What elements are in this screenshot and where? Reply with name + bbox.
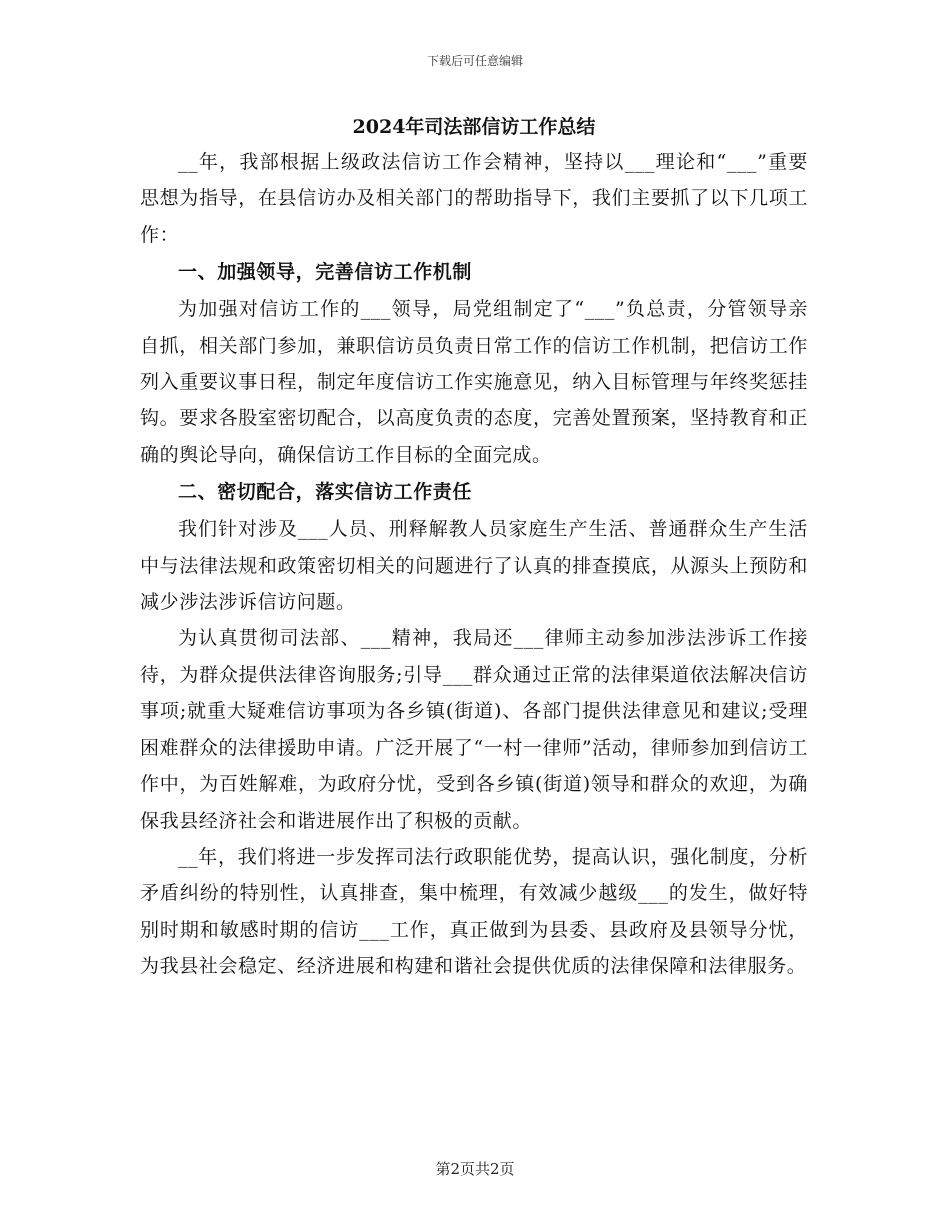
- intro-paragraph: __年，我部根据上级政法信访工作会精神，坚持以___理论和“___”重要思想为指导，在县信访办及相关部门的帮助指导下，我们主要抓了以下几项工作：: [140, 151, 808, 246]
- section-1-paragraph: 为加强对信访工作的___领导，局党组制定了“___”负总责，分管领导亲自抓，相关部门参加，兼职信访员负责日常工作的信访工作机制，把信访工作列入重要议事日程，制定年度信访工作实施意见，纳入目标管理与年终奖惩挂钩。要求各股室密切配合，以高度负责的态度，完善处置预案，坚持教育和正确的舆论导向，确保信访工作目标的全面完成。: [140, 298, 808, 466]
- document-body: [140, 112, 808, 985]
- section-1-heading: 一、加强领导，完善信访工作机制: [178, 261, 473, 284]
- section-2-paragraph-2: 为认真贯彻司法部、___精神，我局还___律师主动参加涉法涉诉工作接待，为群众提供法律咨询服务;引导___群众通过正常的法律渠道依法解决信访事项;就重大疑难信访事项为各乡镇(街道)、各部门提供法律意见和建议;受理困难群众的法律援助申请。广泛开展了“一村一律师”活动，律师参加到信访工作中，为百姓解难，为政府分忧，受到各乡镇(街道)领导和群众的欢迎，为确保我县经济社会和谐进展作出了积极的贡献。: [140, 627, 808, 832]
- page-number: 第2页共2页: [435, 1160, 515, 1178]
- section-2-heading: 二、密切配合，落实信访工作责任: [178, 481, 473, 504]
- page-header: 下载后可任意编辑: [426, 54, 523, 68]
- document-title: 2024年司法部信访工作总结: [352, 116, 596, 138]
- section-2-paragraph-1: 我们针对涉及___人员、刑释解教人员家庭生产生活、普通群众生产生活中与法律法规和政策密切相关的问题进行了认真的排查摸底，从源头上预防和减少涉法涉诉信访问题。: [140, 518, 808, 614]
- section-2-paragraph-3: __年，我们将进一步发挥司法行政职能优势，提高认识，强化制度，分析矛盾纠纷的特别性，认真排查，集中梳理，有效减少越级___的发生，做好特别时期和敏感时期的信访___工作，真正做到为县委、县政府及县领导分忧，为我县社会稳定、经济进展和构建和谐社会提供优质的法律保障和法律服务。: [140, 845, 808, 978]
